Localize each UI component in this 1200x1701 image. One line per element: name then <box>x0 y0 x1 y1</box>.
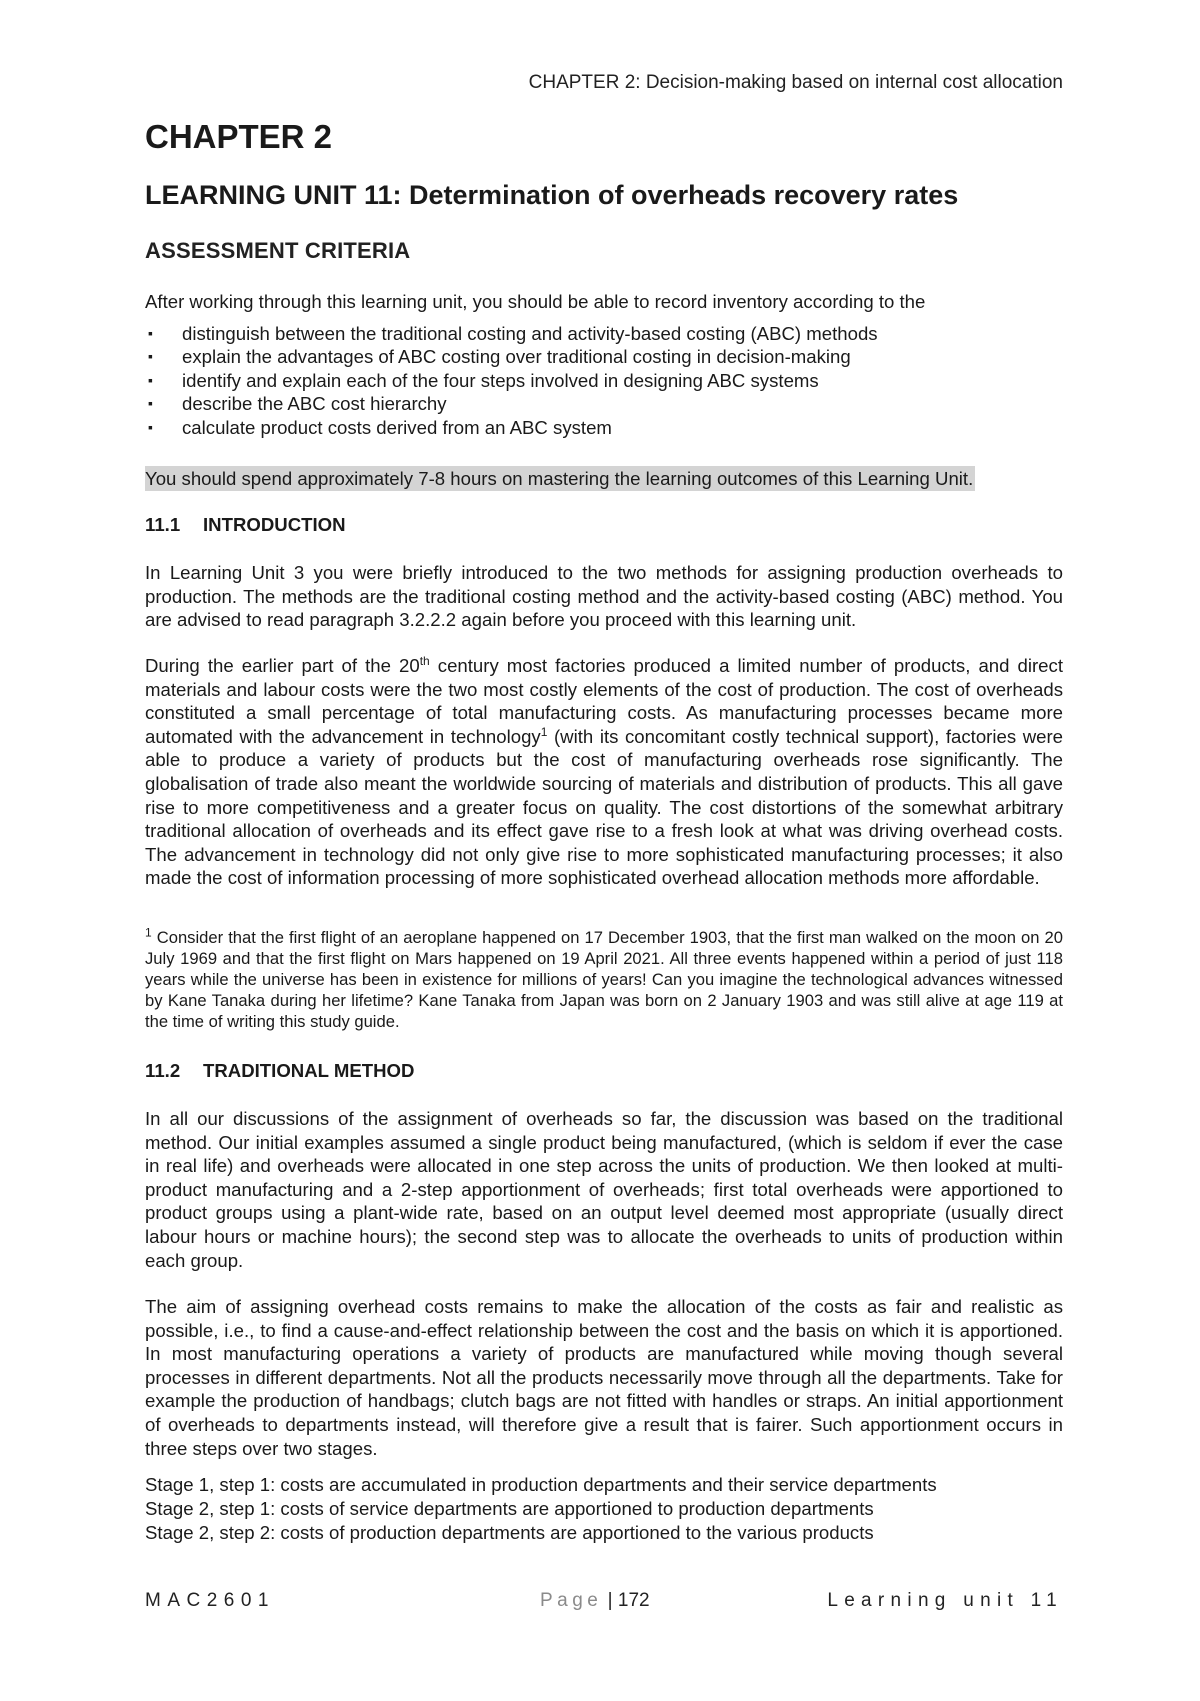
stage-line: Stage 2, step 2: costs of production departments are apportioned to the various products <box>145 1522 874 1543</box>
section-heading-introduction: 11.1 INTRODUCTION <box>145 514 346 535</box>
list-item: ▪ calculate product costs derived from an ABC system <box>148 416 612 438</box>
time-estimate-highlight: You should spend approximately 7-8 hours on mastering the learning outcomes of this Learning Unit. <box>145 468 974 489</box>
running-header: CHAPTER 2: Decision-making based on internal cost allocation <box>528 72 1063 93</box>
intro-paragraph-2: During the earlier part of the 20th century most factories produced a limited number of products, and direct materials and labour costs were the two most costly elements of the cost of production. The cost of overheads constituted a small percentage of total manufacturing costs. As manufacturing processes became more automated with the advancement in technology$^1$ (with its concomitant costly technical support), factories were able to produce a variety of products but the cost of manufacturing overheads rose significantly. The globalisation of trade also meant the worldwide sourcing of materials and distribution of products. This all gave rise to more competitiveness and a greater focus on quality. The cost distortions of the somewhat arbitrary traditional allocation of overheads and its effect gave rise to a fresh look at what was driving overhead costs. The advancement in technology did not only give rise to more sophisticated manufacturing processes; it also made the cost of information processing of more sophisticated overhead allocation methods more affordable. <box>145 653 1063 889</box>
chapter-title: CHAPTER 2 <box>145 118 333 155</box>
page-number: Page | 172 <box>540 1590 650 1611</box>
section-heading-traditional-method: 11.2 TRADITIONAL METHOD <box>145 1060 415 1081</box>
traditional-paragraph-1: In all our discussions of the assignment of overheads so far, the discussion was based on the traditional method. Our initial examples assumed a single product being manufactured, (which is seldom if ever the case in real life) and overheads were allocated in one step across the units of production. We then looked at multi-product manufacturing and a 2-step apportionment of overheads; first total overheads were apportioned to product groups using a plant-wide rate, based on an output level deemed most appropriate (usually direct labour hours or machine hours); the second step was to allocate the overheads to units of production within each group. <box>145 1108 1063 1271</box>
stage-line: Stage 1, step 1: costs are accumulated in production departments and their service departments <box>145 1474 937 1495</box>
stage-line: Stage 2, step 1: costs of service departments are apportioned to production departments <box>145 1498 874 1519</box>
unit-label: Learning unit 11 <box>827 1590 1063 1611</box>
bullet-icon: ▪ <box>148 371 153 388</box>
bullet-icon: ▪ <box>148 395 153 412</box>
assessment-intro: After working through this learning unit, you should be able to record inventory according to the <box>145 291 926 312</box>
learning-unit-title: LEARNING UNIT 11: Determination of overheads recovery rates <box>145 180 959 210</box>
bullet-icon: ▪ <box>148 325 153 341</box>
list-item: ▪ identify and explain each of the four steps involved in designing ABC systems <box>148 369 819 391</box>
footnote-reference: 1 <box>540 724 548 739</box>
assessment-criteria-heading: ASSESSMENT CRITERIA <box>145 238 411 263</box>
list-item: ▪ describe the ABC cost hierarchy <box>148 393 447 415</box>
list-item: ▪ explain the advantages of ABC costing over traditional costing in decision-making <box>148 346 851 368</box>
intro-paragraph-1: In Learning Unit 3 you were briefly introduced to the two methods for assigning production overheads to production. The methods are the traditional costing method and the activity-based costing (ABC) method. You are advised to read paragraph 3.2.2.2 again before you proceed with this learning unit. <box>145 562 1063 631</box>
list-item: ▪ distinguish between the traditional costing and activity-based costing (ABC) methods <box>148 323 878 344</box>
bullet-icon: ▪ <box>148 348 153 365</box>
bullet-icon: ▪ <box>148 418 153 435</box>
traditional-paragraph-2: The aim of assigning overhead costs remains to make the allocation of the costs as fair and realistic as possible, i.e., to find a cause-and-effect relationship between the cost and the basis on which it is apportioned. In most manufacturing operations a variety of products are manufactured while moving though several processes in different departments. Not all the products necessarily move through all the departments. Take for example the production of handbags; clutch bags are not fitted with handles or straps. An initial apportionment of overheads to departments instead, will therefore give a result that is fairer. Such apportionment occurs in three steps over two stages. <box>145 1296 1063 1459</box>
module-code: MAC2601 <box>145 1590 275 1611</box>
page-footer <box>145 1590 1063 1616</box>
criteria-list <box>145 322 878 439</box>
footnote: $^1$ Consider that the first flight of an aeroplane happened on 17 December 1903, that the first man walked on the moon on 20 July 1969 and that the first flight on Mars happened on 19 April 2021. All three events happened within a period of just 118 years while the universe has been in existence for millions of years! Can you imagine the technological advances witnessed by Kane Tanaka during her lifetime? Kane Tanaka from Japan was born on 2 January 1903 and was still alive at age 119 at the time of writing this study guide. <box>145 925 1063 1031</box>
